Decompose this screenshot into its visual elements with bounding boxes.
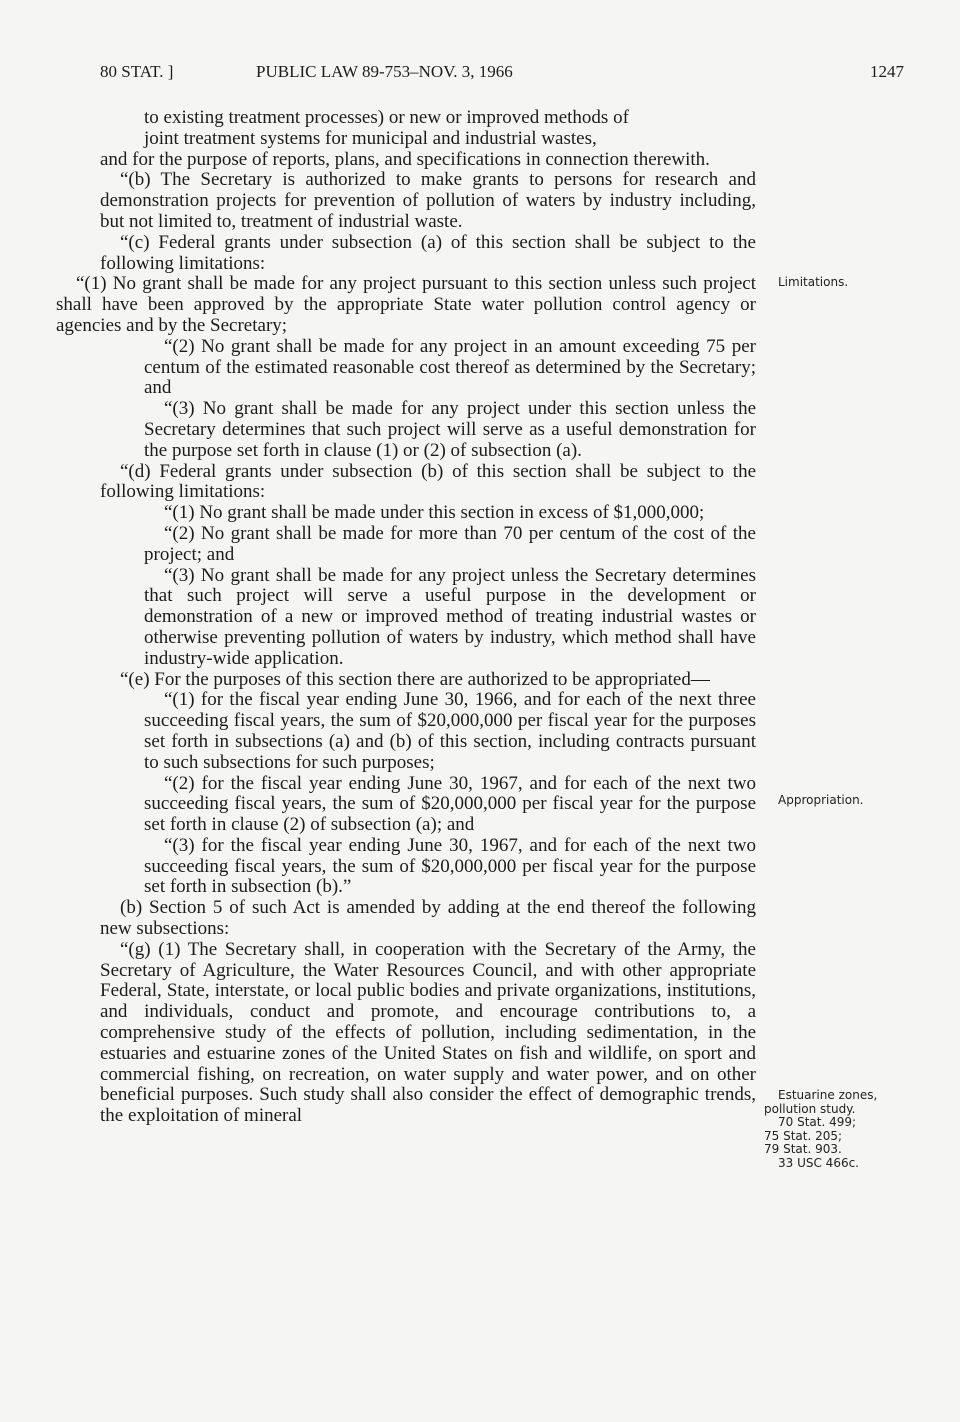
clause-e-1: “(1) for the fiscal year ending June 30, 1966, and for each of the next three succeeding fiscal years, the sum of $20,000,000 per fiscal year for the purposes set forth in subsections (a) and (b) of this section, including contracts pursuant to such subsections for such purposes; [144,689,756,773]
margin-note-cite: 70 Stat. 499; [778,1115,857,1129]
paragraph-subsection-g: “(g) (1) The Secretary shall, in cooperation with the Secretary of the Army, the Secretary of Agriculture, the Water Resources Council, and with other appropriate Federal, State, interstate, or local public bodies and private organizations, institutions, and individuals, conduct and promote, and encourage contributions to, a comprehensive study of the effects of pollution, including sedimentation, in the estuaries and estuarine zones of the United States on fish and wildlife, on sport and commercial fishing, on recreation, on water supply and water power, and on other beneficial purposes. Such study shall also consider the effect of demographic trends, the exploitation of mineral [100,938,756,1127]
margin-note-appropriation: Appropriation. [778,793,864,807]
clause-e-2: “(2) for the fiscal year ending June 30, 1967, and for each of the next two succeeding fiscal years, the sum of $20,000,000 per fiscal year for the purpose set forth in clause (2) of subsection (a); and [144,772,756,836]
paragraph-subsection-c: “(c) Federal grants under subsection (a) of this section shall be subject to the following limitations: [100,231,756,274]
paragraph-subsection-e: “(e) For the purposes of this section there are authorized to be appropriated— [120,668,710,690]
body-text [56,107,756,1127]
paragraph: and for the purpose of reports, plans, and specifications in connection therewith. [100,148,710,170]
margin-note-estuarine-title: Estuarine zones, [778,1088,878,1102]
clause-c-3: “(3) No grant shall be made for any project under this section unless the Secretary determines that such project will serve as a useful demonstration for the purpose set forth in clause (1) or (2) of subsection (a). [144,398,756,461]
margin-note-estuarine-sub: pollution study. [764,1101,856,1116]
paragraph-section-b: (b) Section 5 of such Act is amended by adding at the end thereof the following new subsections: [100,897,756,940]
paragraph: joint treatment systems for municipal and industrial wastes, [144,127,597,149]
stat-reference: 80 STAT. ] [100,62,174,81]
clause-c-1: “(1) No grant shall be made for any project pursuant to this section unless such project shall have been approved by the appropriate State water pollution control agency or agencies and by the Secretary; [56,273,756,336]
page-header [100,62,906,86]
margin-note-limitations: Limitations. [778,275,849,289]
clause-e-3: “(3) for the fiscal year ending June 30, 1967, and for each of the next two succeeding fiscal years, the sum of $20,000,000 per fiscal year for the purpose set forth in subsection (b).” [144,834,756,898]
clause-d-3: “(3) No grant shall be made for any project unless the Secretary determines that such project will serve a useful purpose in the development or demonstration of a new or improved method of treating industrial wastes or otherwise preventing pollution of waters by industry, which method shall have industry-wide application. [144,564,756,669]
paragraph: to existing treatment processes) or new or improved methods of [144,107,629,128]
margin-note-cite: 33 USC 466c. [778,1155,859,1170]
margin-note-estuarine [764,1089,914,1170]
page-number: 1247 [870,62,904,81]
law-title: PUBLIC LAW 89-753–NOV. 3, 1966 [256,62,513,81]
paragraph-subsection-d: “(d) Federal grants under subsection (b) of this section shall be subject to the following limitations: [100,460,756,503]
clause-d-1: “(1) No grant shall be made under this section in excess of $1,000,000; [164,502,705,524]
margin-note-cite: 79 Stat. 903. [764,1142,842,1156]
clause-d-2: “(2) No grant shall be made for more than 70 per centum of the cost of the project; and [144,522,756,565]
margin-note-cite: 75 Stat. 205; [764,1128,843,1143]
paragraph-subsection-b: “(b) The Secretary is authorized to make grants to persons for research and demonstration projects for prevention of pollution of waters by industry including, but not limited to, treatment of industrial waste. [100,169,756,232]
clause-c-2: “(2) No grant shall be made for any project in an amount exceeding 75 per centum of the estimated reasonable cost thereof as determined by the Secretary; and [144,335,756,399]
